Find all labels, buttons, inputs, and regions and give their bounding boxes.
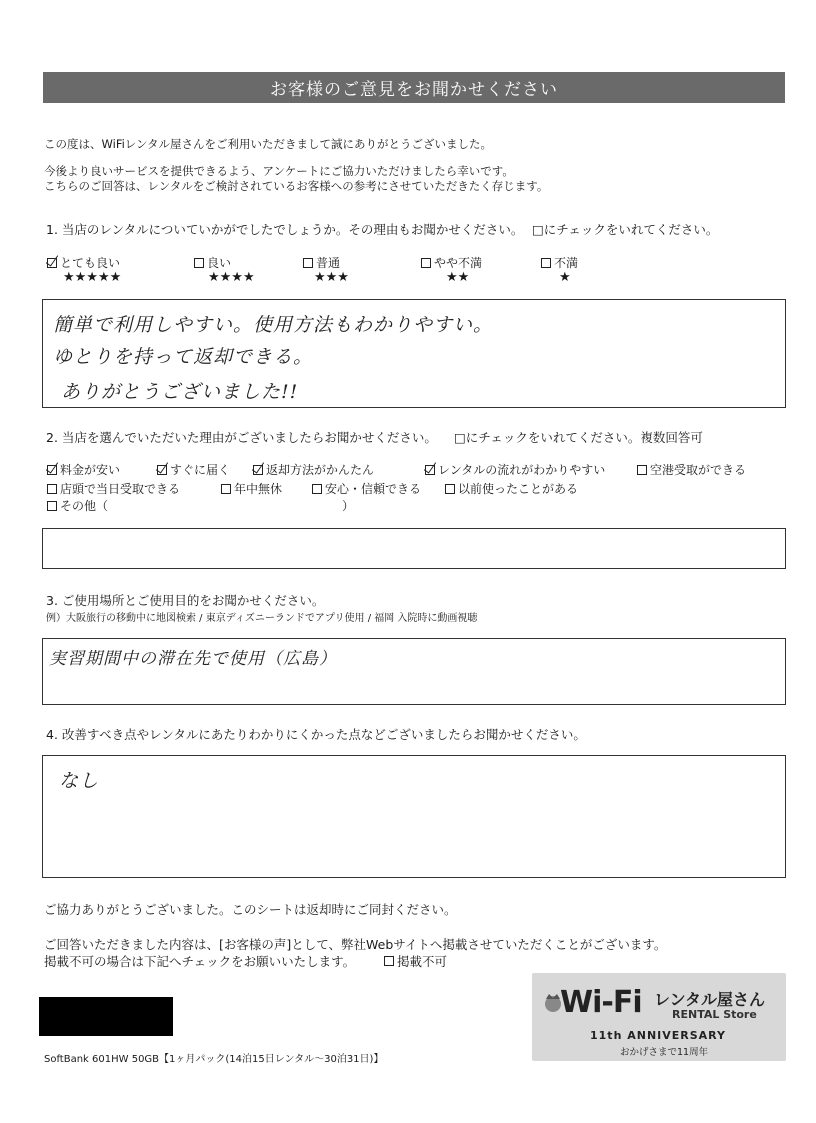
checkbox-checked-icon[interactable] [425,465,435,475]
rating-option-average[interactable]: 普通 [303,254,340,271]
checkbox-icon[interactable] [47,484,57,494]
checkbox-icon[interactable] [637,465,647,475]
checkbox-icon[interactable] [541,258,551,268]
brand-logo [532,973,786,1061]
handwritten-answer-1-line-3: ありがとうございました!! [61,381,299,403]
question-3-example: 例）大阪旅行の移動中に地図検索 / 東京ディズニーランドでアプリ使用 / 福岡 入院時に動画視聴 [46,613,478,624]
answer-box-4[interactable] [42,755,786,878]
checkbox-icon[interactable] [312,484,322,494]
logo-anniversary-text: 11th ANNIVERSARY [590,1029,727,1042]
rating-option-dissatisfied[interactable]: 不満 [541,254,578,271]
reason-option-airport-pickup[interactable]: 空港受取ができる [637,461,746,478]
product-info: SoftBank 601HW 50GB【1ヶ月パック(14泊15日レンタル〜30泊31日)】 [44,1054,384,1065]
handwritten-answer-1-line-2: ゆとりを持って返却できる。 [53,346,314,368]
question-1: 1. 当店のレンタルについていかがでしたでしょうか。その理由もお聞かせください。 [46,222,524,237]
checkbox-icon[interactable] [303,258,313,268]
stars-3: ★★★ [314,270,349,285]
question-4: 4. 改善すべき点やレンタルにあたりわかりにくかった点などございましたらお聞かせください。 [46,727,586,742]
answer-box-1[interactable] [42,299,786,408]
stars-2: ★★ [446,270,470,285]
intro-line-2: 今後より良いサービスを提供できるよう、アンケートにご協力いただけましたら幸いです。 [44,164,514,178]
redacted-block [39,997,173,1036]
reason-option-price[interactable]: 料金が安い [47,461,120,478]
no-publish-option[interactable]: 掲載不可 [384,952,447,970]
reason-option-used-before[interactable]: 以前使ったことがある [445,480,578,497]
question-2-instruction: □にチェックをいれてください。複数回答可 [454,430,703,445]
checkbox-icon[interactable] [221,484,231,494]
other-close-paren: ） [342,499,355,513]
logo-wifi-text: Wi-Fi [560,985,642,1020]
checkbox-icon[interactable] [194,258,204,268]
reason-option-trustworthy[interactable]: 安心・信頼できる [312,480,421,497]
publish-notice-2: 掲載不可の場合は下記へチェックをお願いいたします。 [44,954,356,969]
checkbox-checked-icon[interactable] [157,465,167,475]
closing-thanks: ご協力ありがとうございました。このシートは返却時にご同封ください。 [44,902,457,917]
reason-option-easy-return[interactable]: 返却方法がかんたん [253,461,374,478]
reason-option-fast-delivery[interactable]: すぐに届く [157,461,230,478]
handwritten-answer-1-line-1: 簡単で利用しやすい。使用方法もわかりやすい。 [53,314,494,336]
question-3: 3. ご使用場所とご使用目的をお聞かせください。 [46,593,325,608]
checkbox-icon[interactable] [445,484,455,494]
reason-option-other[interactable]: その他（ [47,497,108,514]
checkbox-checked-icon[interactable] [47,465,57,475]
publish-notice-1: ご回答いただきました内容は、[お客様の声]として、弊社Webサイトへ掲載させていただくことがございます。 [44,937,667,952]
intro-line-1: この度は、WiFiレンタル屋さんをご利用いただきまして誠にありがとうございました。 [44,137,493,151]
intro-line-3: こちらのご回答は、レンタルをご検討されているお客様への参考にさせていただきたく存じます。 [44,179,549,193]
handwritten-answer-4: なし [59,770,100,792]
reason-option-clear-process[interactable]: レンタルの流れがわかりやすい [425,461,605,478]
rating-option-very-good[interactable]: とても良い [47,254,120,271]
checkbox-checked-icon[interactable] [47,258,57,268]
reason-option-open-all-year[interactable]: 年中無休 [221,480,282,497]
checkbox-checked-icon[interactable] [253,465,263,475]
stars-1: ★ [559,270,571,285]
question-2: 2. 当店を選んでいただいた理由がございましたらお聞かせください。 [46,430,437,445]
handwritten-answer-3: 実習期間中の滞在先で使用（広島） [49,649,337,669]
answer-box-3[interactable] [42,638,786,705]
checkbox-icon[interactable] [421,258,431,268]
question-1-instruction: □にチェックをいれてください。 [532,222,719,237]
page-title: お客様のご意見をお聞かせください [43,72,785,103]
reason-option-store-pickup[interactable]: 店頭で当日受取できる [47,480,180,497]
stars-4: ★★★★ [208,270,255,285]
checkbox-icon[interactable] [47,501,57,511]
checkbox-icon[interactable] [384,956,394,966]
rating-option-somewhat-dissatisfied[interactable]: やや不満 [421,254,482,271]
rating-option-good[interactable]: 良い [194,254,231,271]
stars-5: ★★★★★ [63,270,122,285]
answer-box-2[interactable] [42,528,786,569]
logo-rental-store-text: RENTAL Store [672,1008,757,1021]
logo-anniversary-thanks: おかげさまで11周年 [620,1047,709,1058]
logo-japanese-text: レンタル屋さん [654,990,765,1009]
